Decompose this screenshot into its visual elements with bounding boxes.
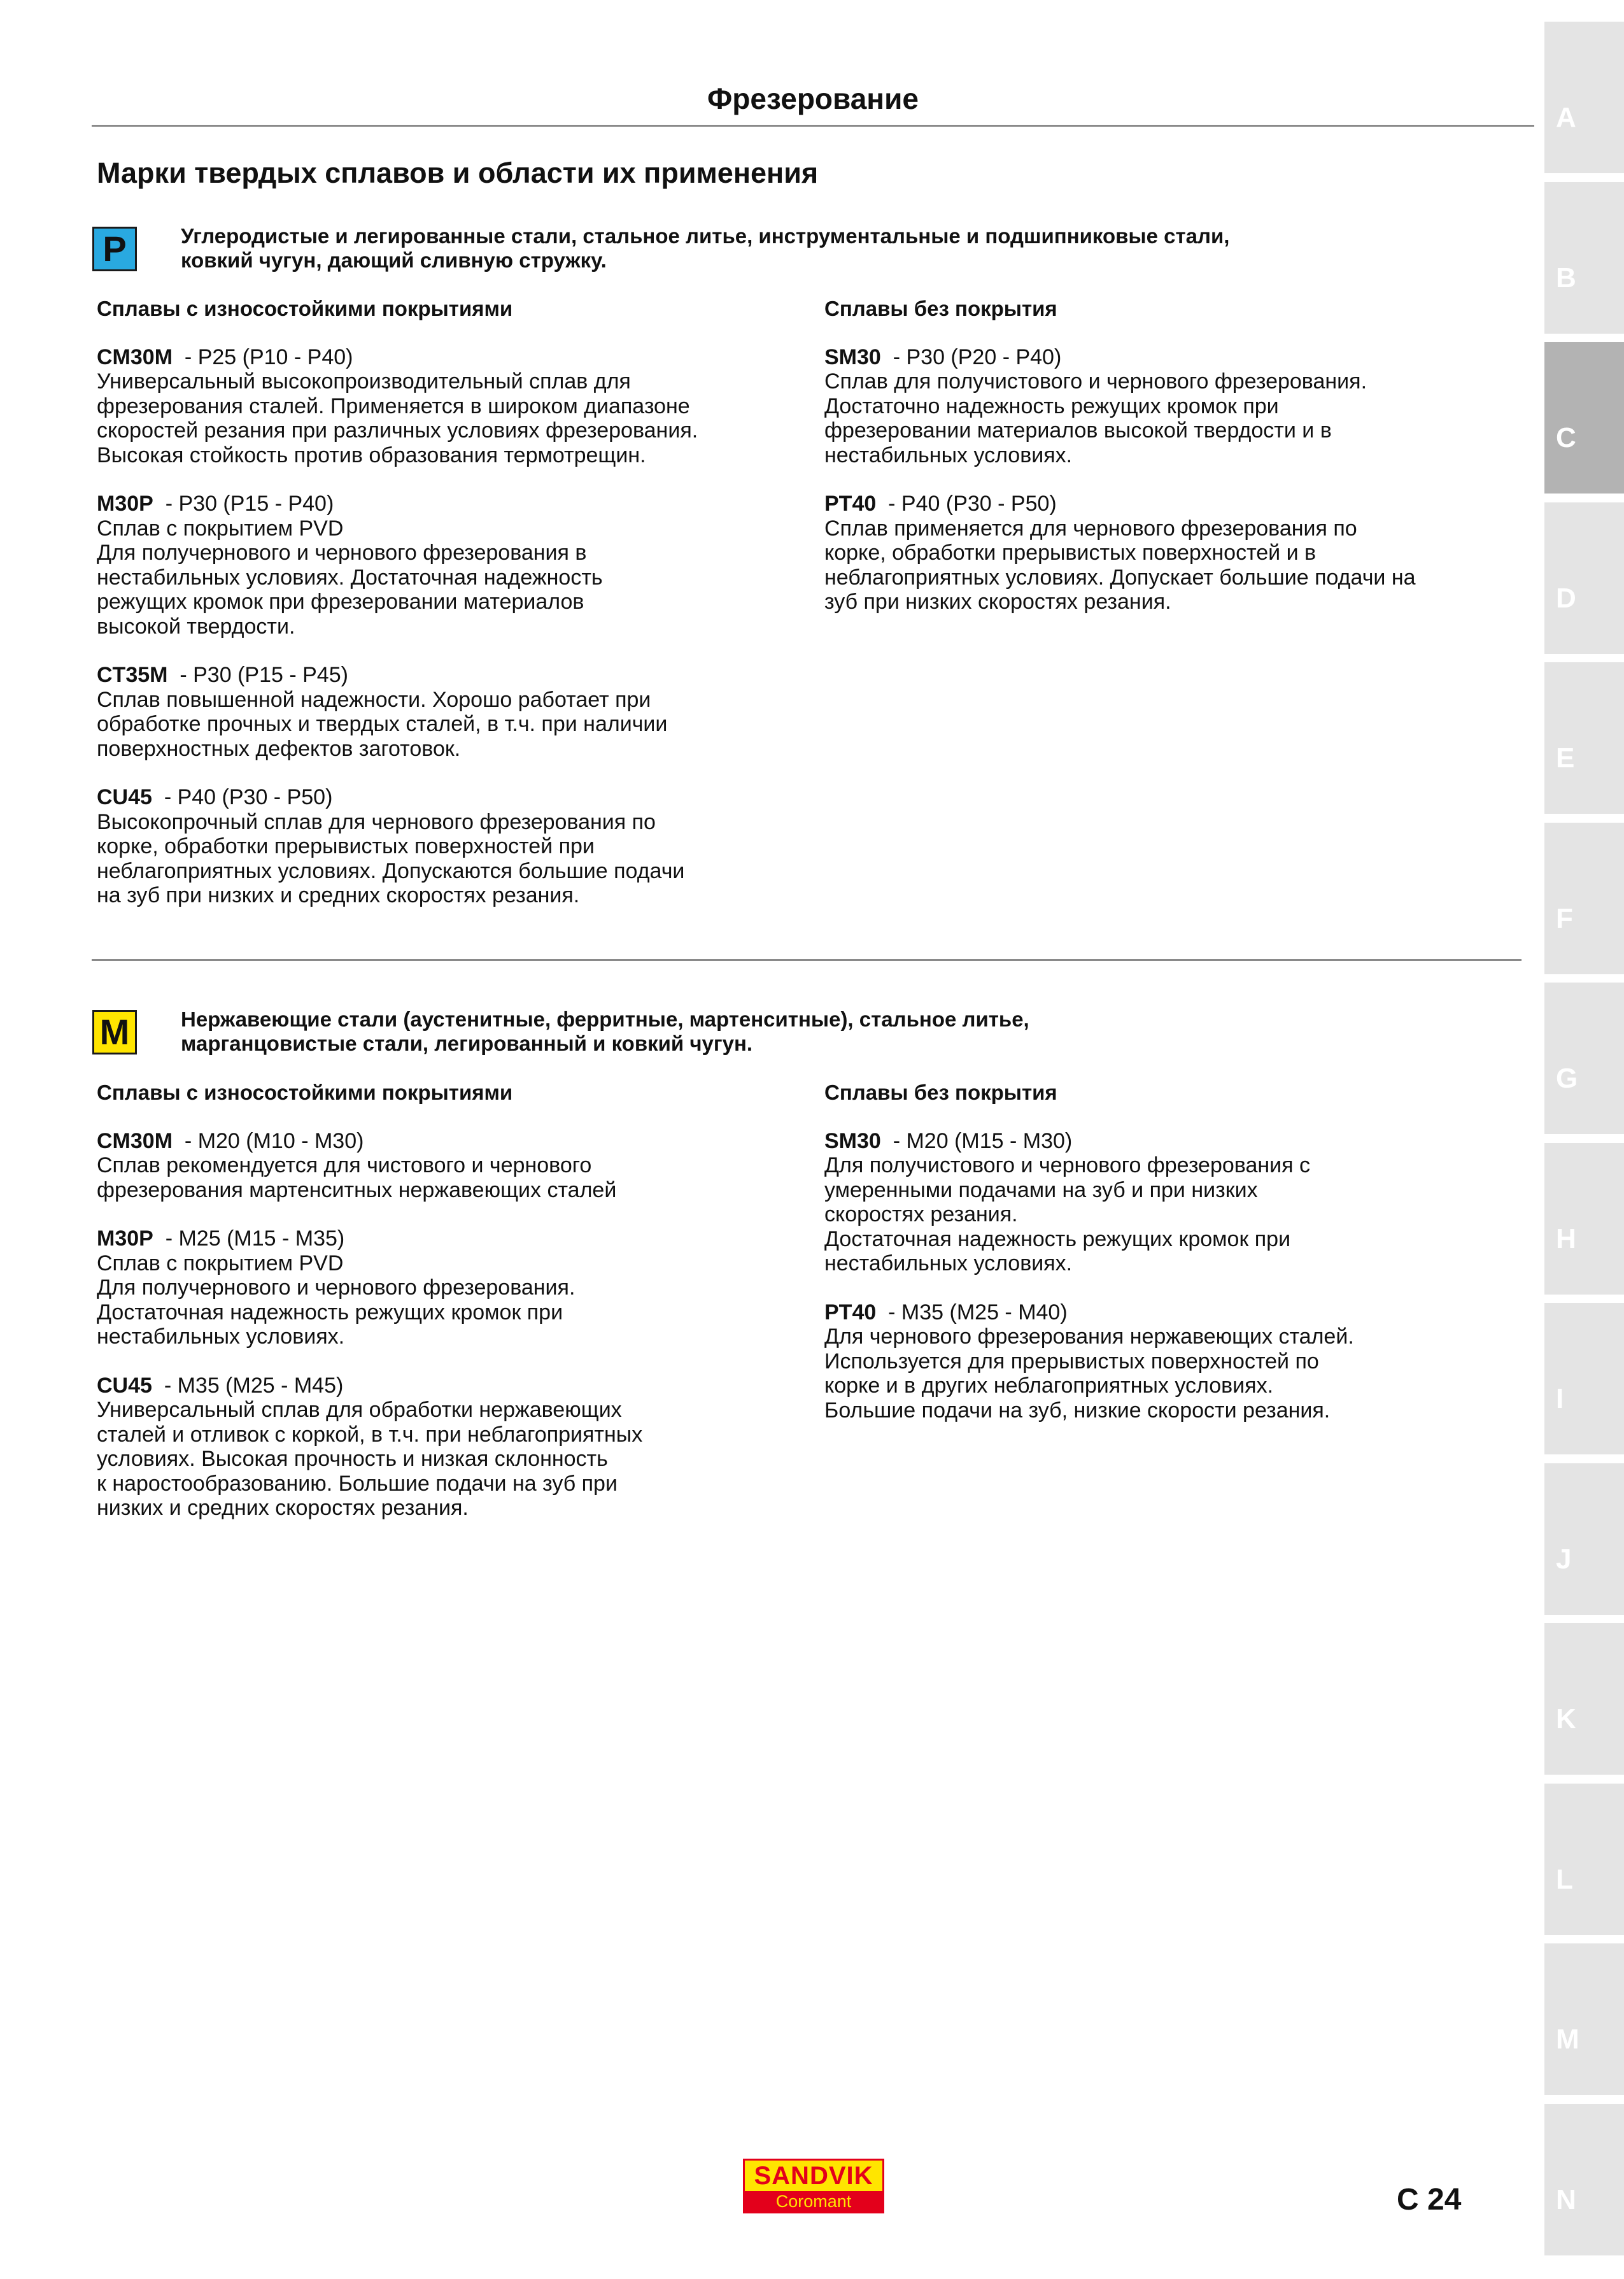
index-tab-i[interactable] — [1544, 1303, 1624, 1454]
grade-code: PT40 — [824, 492, 877, 516]
grade-description-line: Сплав с покрытием PVD — [97, 516, 344, 541]
grade-heading — [97, 663, 698, 688]
index-tab-b[interactable] — [1544, 182, 1624, 334]
grade-description-line: сталей и отливок с коркой, в т.ч. при неблагоприятных — [97, 1422, 643, 1447]
grade-description-line: нестабильных условиях. — [824, 1251, 1073, 1275]
grade-description-line: Для получернового и чернового фрезерования в — [97, 541, 587, 565]
description-line: марганцовистые стали, легированный и ковкий чугун. — [181, 1032, 753, 1055]
coated-grades-column-m — [97, 1081, 642, 1545]
grade-entry — [97, 1374, 642, 1521]
index-tab-n[interactable] — [1544, 2104, 1624, 2255]
grade-description-line: Универсальный высокопроизводительный сплав для — [97, 369, 631, 394]
column-heading: Сплавы без покрытия — [824, 297, 1057, 320]
grade-description-line: Сплав с покрытием PVD — [97, 1251, 344, 1275]
grade-heading — [824, 1300, 1354, 1325]
grade-entry — [97, 785, 698, 908]
index-tab-h[interactable] — [1544, 1143, 1624, 1295]
index-tab-j[interactable] — [1544, 1463, 1624, 1615]
grade-entry — [97, 1129, 642, 1203]
index-tab-letter: C — [1556, 422, 1576, 453]
grade-description-line: умеренными подачами на зуб и при низких — [824, 1177, 1258, 1202]
grade-description-line: обработке прочных и твердых сталей, в т.ч. при наличии — [97, 712, 668, 736]
description-line: Нержавеющие стали (аустенитные, ферритные, мартенситные), стальное литье, — [181, 1007, 1029, 1031]
material-badge-p: P — [92, 227, 137, 271]
index-tab-letter: N — [1556, 2183, 1576, 2215]
grade-application-range: - M20 (M15 - M30) — [880, 1128, 1073, 1153]
index-tab-letter: E — [1556, 742, 1575, 774]
grade-description-line: корке и в других неблагоприятных условиях. — [824, 1374, 1274, 1398]
grade-heading — [97, 1226, 642, 1251]
grade-code: SM30 — [824, 344, 881, 369]
grade-description-line: к наростообразованию. Большие подачи на зуб при — [97, 1471, 618, 1496]
grade-code: CU45 — [97, 785, 152, 809]
index-tab-l[interactable] — [1544, 1784, 1624, 1935]
index-tab-letter: K — [1556, 1703, 1576, 1735]
grade-entry — [97, 663, 698, 761]
grade-code: CM30M — [97, 344, 173, 369]
grade-description-line: режущих кромок при фрезеровании материалов — [97, 590, 584, 614]
index-tab-f[interactable] — [1544, 823, 1624, 974]
logo-brand: SANDVIK — [745, 2161, 882, 2191]
index-tab-letter: G — [1556, 1063, 1578, 1094]
uncoated-grades-column-m — [824, 1081, 1354, 1447]
grade-code: PT40 — [824, 1300, 877, 1324]
chapter-title: Фрезерование — [707, 82, 919, 115]
grade-description-line: нестабильных условиях. — [824, 443, 1073, 467]
grade-entry — [824, 492, 1416, 614]
grade-description-line: Высокая стойкость против образования термотрещин. — [97, 443, 646, 467]
grade-heading — [97, 1129, 642, 1154]
section-divider — [92, 959, 1522, 961]
index-tab-letter: J — [1556, 1543, 1572, 1575]
grade-heading — [97, 345, 698, 370]
material-description-p — [181, 224, 1429, 273]
grade-entry — [824, 1300, 1354, 1423]
index-tab-m[interactable] — [1544, 1943, 1624, 2095]
grade-description-line: фрезерования мартенситных нержавеющих сталей — [97, 1177, 617, 1202]
grade-description-line: неблагоприятных условиях. Допускает большие подачи на — [824, 565, 1416, 590]
index-tab-letter: I — [1556, 1383, 1564, 1414]
grade-application-range: - P40 (P30 - P50) — [876, 492, 1057, 516]
logo-sub: Coromant — [775, 2192, 852, 2211]
grade-entry — [824, 345, 1416, 468]
grade-description-line: неблагоприятных условиях. Допускаются большие подачи — [97, 858, 685, 883]
description-line: ковкий чугун, дающий сливную стружку. — [181, 248, 607, 272]
grade-description-line: Для получистового и чернового фрезерования с — [824, 1153, 1310, 1177]
header-rule — [92, 125, 1534, 127]
page-number: C 24 — [1397, 2183, 1462, 2217]
grade-heading — [824, 492, 1416, 516]
grade-description-line: Сплав применяется для чернового фрезерования по — [824, 516, 1357, 541]
grade-description-line: на зуб при низких и средних скоростях резания. — [97, 883, 580, 907]
grade-code: SM30 — [824, 1128, 881, 1153]
grade-entry — [97, 492, 698, 639]
index-tab-letter: A — [1556, 102, 1576, 133]
grade-application-range: - P40 (P30 - P50) — [152, 785, 333, 809]
grade-heading — [97, 785, 698, 810]
index-tab-e[interactable] — [1544, 662, 1624, 814]
material-description-m — [181, 1007, 1429, 1056]
column-heading: Сплавы с износостойкими покрытиями — [97, 297, 513, 320]
index-tab-a[interactable] — [1544, 22, 1624, 173]
index-tab-letter: B — [1556, 262, 1576, 294]
grade-application-range: - M20 (M10 - M30) — [173, 1128, 364, 1153]
grade-application-range: - M25 (M15 - M35) — [153, 1226, 345, 1251]
grade-description-line: фрезеровании материалов высокой твердости и в — [824, 418, 1332, 443]
grade-description-line: Используется для прерывистых поверхностей по — [824, 1349, 1319, 1374]
grade-heading — [824, 345, 1416, 370]
index-tab-letter: D — [1556, 582, 1576, 614]
grade-description-line: Достаточная надежность режущих кромок при — [824, 1226, 1291, 1251]
grade-description-line: Достаточная надежность режущих кромок при — [97, 1300, 563, 1324]
index-tab-c[interactable] — [1544, 342, 1624, 493]
grade-description-line: Сплав рекомендуется для чистового и чернового — [97, 1153, 592, 1177]
grade-description-line: Для получернового и чернового фрезерования. — [97, 1275, 575, 1300]
grade-description-line: высокой твердости. — [97, 614, 295, 639]
grade-description-line: условиях. Высокая прочность и низкая склонность — [97, 1447, 608, 1471]
grade-code: M30P — [97, 492, 153, 516]
grade-entry — [97, 345, 698, 468]
coated-grades-column-p — [97, 297, 698, 932]
grade-application-range: - P30 (P15 - P40) — [153, 492, 334, 516]
grade-heading — [824, 1129, 1354, 1154]
grade-description-line: корке, обработки прерывистых поверхностей и в — [824, 541, 1317, 565]
grade-description-line: низких и средних скоростях резания. — [97, 1496, 469, 1520]
grade-application-range: - P25 (P10 - P40) — [173, 344, 353, 369]
grade-description-line: Высокопрочный сплав для чернового фрезерования по — [97, 809, 656, 834]
grade-application-range: - M35 (M25 - M40) — [876, 1300, 1068, 1324]
grade-description-line: Универсальный сплав для обработки нержавеющих — [97, 1398, 622, 1422]
grade-description-line: скоростях резания. — [824, 1202, 1018, 1226]
grade-code: CM30M — [97, 1128, 173, 1153]
grade-application-range: - M35 (M25 - M45) — [152, 1373, 344, 1398]
grade-description-line: нестабильных условиях. Достаточная надежность — [97, 565, 603, 590]
grade-description-line: Большие подачи на зуб, низкие скорости резания. — [824, 1398, 1331, 1423]
grade-entry — [824, 1129, 1354, 1276]
grade-entry — [97, 1226, 642, 1349]
grade-description-line: Сплав для получистового и чернового фрезерования. — [824, 369, 1367, 394]
grade-description-line: поверхностных дефектов заготовок. — [97, 736, 461, 761]
grade-description-line: корке, обработки прерывистых поверхностей при — [97, 834, 595, 858]
grade-code: M30P — [97, 1226, 153, 1251]
index-tab-letter: M — [1556, 2024, 1579, 2055]
index-tab-d[interactable] — [1544, 502, 1624, 654]
grade-code: CT35M — [97, 663, 168, 687]
description-line: Углеродистые и легированные стали, стальное литье, инструментальные и подшипниковые стали, — [181, 224, 1230, 248]
material-badge-m: M — [92, 1010, 137, 1054]
column-heading: Сплавы с износостойкими покрытиями — [97, 1081, 513, 1104]
section-title: Марки твердых сплавов и области их применения — [97, 157, 819, 189]
grade-heading — [97, 492, 698, 516]
grade-description-line: Достаточно надежность режущих кромок при — [824, 394, 1279, 418]
grade-application-range: - P30 (P15 - P45) — [167, 663, 348, 687]
column-heading: Сплавы без покрытия — [824, 1081, 1057, 1104]
grade-description-line: Для чернового фрезерования нержавеющих сталей. — [824, 1324, 1354, 1349]
sandvik-coromant-logo — [743, 2159, 884, 2213]
index-tab-g[interactable] — [1544, 983, 1624, 1134]
grade-description-line: Сплав повышенной надежности. Хорошо работает при — [97, 687, 651, 712]
grade-description-line: фрезерования сталей. Применяется в широком диапазоне — [97, 394, 690, 418]
grade-description-line: нестабильных условиях. — [97, 1324, 345, 1349]
grade-description-line: скоростей резания при различных условиях фрезерования. — [97, 418, 698, 443]
grade-description-line: зуб при низких скоростях резания. — [824, 590, 1171, 614]
grade-application-range: - P30 (P20 - P40) — [880, 344, 1062, 369]
index-tab-letter: H — [1556, 1223, 1576, 1254]
chapter-index-strip — [1544, 0, 1624, 2279]
index-tab-letter: F — [1556, 902, 1573, 934]
grade-heading — [97, 1374, 642, 1398]
index-tab-letter: L — [1556, 1863, 1573, 1895]
grade-code: CU45 — [97, 1373, 152, 1398]
uncoated-grades-column-p — [824, 297, 1416, 639]
index-tab-k[interactable] — [1544, 1623, 1624, 1775]
